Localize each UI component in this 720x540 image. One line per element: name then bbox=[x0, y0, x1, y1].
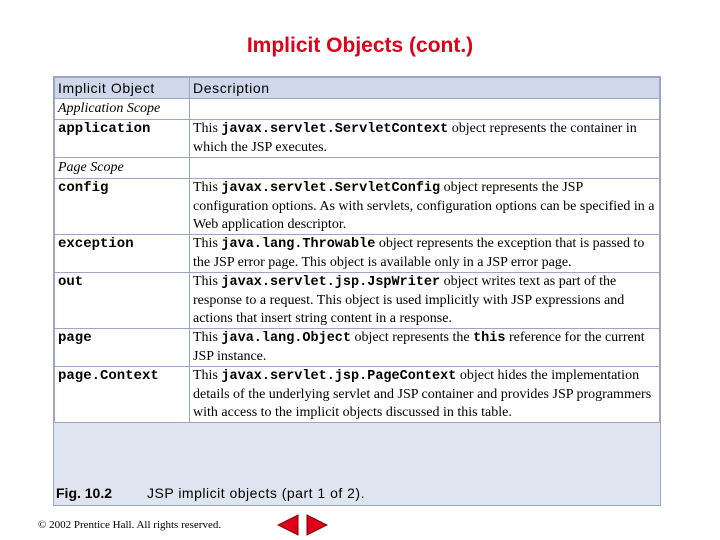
description-text: object represents the container in which the JSP executes. bbox=[193, 121, 637, 155]
scope-label: Application Scope bbox=[55, 99, 190, 120]
table-row bbox=[55, 235, 660, 273]
code-fragment: this bbox=[473, 331, 506, 346]
description-text: object writes text as part of the response to a request. This object is used implicitly with JSP expressions and actions that insert string content in a response. bbox=[193, 274, 625, 326]
scope-empty-cell bbox=[190, 158, 660, 179]
table-row bbox=[55, 273, 660, 329]
table-row bbox=[55, 367, 660, 423]
header-description: Description bbox=[190, 78, 660, 99]
slide-title: Implicit Objects (cont.) bbox=[246, 34, 474, 57]
description-text: object hides the implementation details of the underlying servlet and JSP container and provides JSP programmers with access to the implicit objects discussed in this table. bbox=[193, 368, 652, 420]
implicit-object-name: application bbox=[55, 120, 190, 158]
implicit-objects-table bbox=[54, 77, 660, 423]
implicit-object-description bbox=[190, 235, 660, 273]
description-text: This bbox=[193, 121, 222, 136]
triangle-right-icon bbox=[307, 515, 327, 535]
table-row bbox=[55, 120, 660, 158]
implicit-object-description bbox=[190, 120, 660, 158]
description-text: object represents the JSP configuration options. As with servlets, configuration options can be specified in a Web application descriptor. bbox=[193, 180, 655, 232]
implicit-object-description bbox=[190, 179, 660, 235]
figure-caption bbox=[56, 485, 365, 501]
code-fragment: java.lang.Object bbox=[221, 331, 352, 346]
description-text: This bbox=[193, 330, 222, 345]
header-implicit-object: Implicit Object bbox=[55, 78, 190, 99]
scope-row bbox=[55, 158, 660, 179]
figure-caption-text: JSP implicit objects (part 1 of 2). bbox=[147, 485, 365, 501]
next-slide-button[interactable] bbox=[306, 514, 328, 536]
description-text: This bbox=[193, 236, 222, 251]
table-header-row bbox=[55, 78, 660, 99]
implicit-object-name: config bbox=[55, 179, 190, 235]
implicit-object-description bbox=[190, 273, 660, 329]
code-fragment: javax.servlet.ServletContext bbox=[221, 122, 449, 137]
description-text: object represents the exception that is passed to the JSP error page. This object is available only in a JSP error page. bbox=[193, 236, 645, 270]
implicit-object-description bbox=[190, 367, 660, 423]
code-fragment: javax.servlet.jsp.JspWriter bbox=[221, 275, 441, 290]
implicit-object-name: out bbox=[55, 273, 190, 329]
description-text: reference for the current JSP instance. bbox=[193, 330, 645, 364]
implicit-object-name: exception bbox=[55, 235, 190, 273]
description-text: object represents the bbox=[351, 330, 474, 345]
code-fragment: javax.servlet.ServletConfig bbox=[221, 181, 441, 196]
scope-label: Page Scope bbox=[55, 158, 190, 179]
scope-empty-cell bbox=[190, 99, 660, 120]
implicit-object-name: page bbox=[55, 329, 190, 367]
table-row bbox=[55, 179, 660, 235]
description-text: This bbox=[193, 180, 222, 195]
triangle-left-icon bbox=[278, 515, 298, 535]
figure-number: Fig. 10.2 bbox=[56, 485, 113, 501]
description-text: This bbox=[193, 368, 222, 383]
code-fragment: java.lang.Throwable bbox=[221, 237, 376, 252]
code-fragment: javax.servlet.jsp.PageContext bbox=[221, 369, 457, 384]
implicit-object-name: page.Context bbox=[55, 367, 190, 423]
copyright-notice: © 2002 Prentice Hall. All rights reserved. bbox=[38, 519, 222, 531]
previous-slide-button[interactable] bbox=[277, 514, 299, 536]
table-row bbox=[55, 329, 660, 367]
implicit-object-description bbox=[190, 329, 660, 367]
figure-panel bbox=[53, 76, 661, 506]
scope-row bbox=[55, 99, 660, 120]
description-text: This bbox=[193, 274, 222, 289]
